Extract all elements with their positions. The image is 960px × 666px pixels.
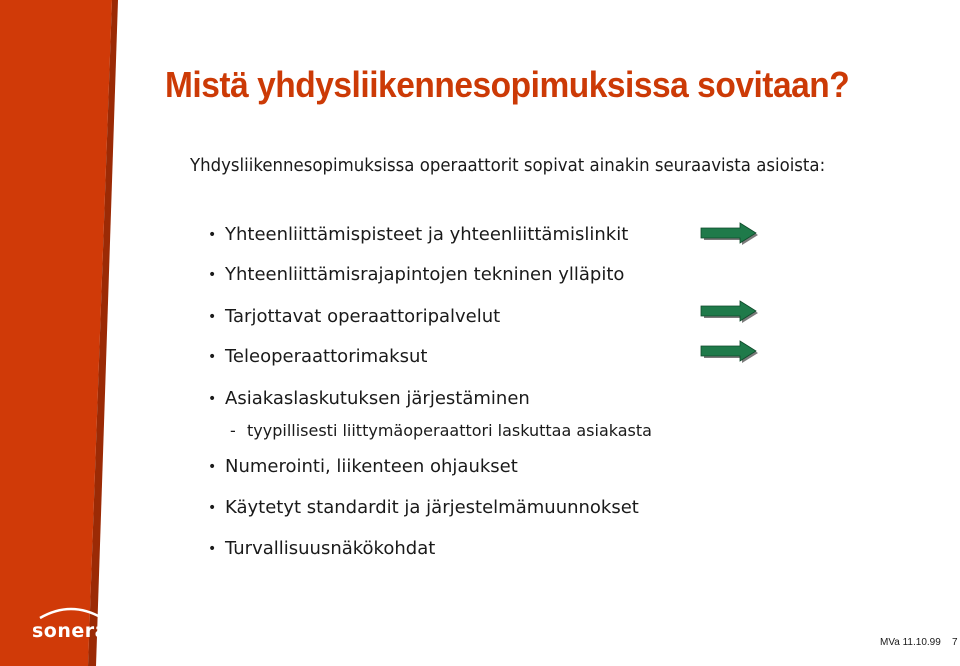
bullet-dot: • [208, 500, 217, 516]
bullet-text: Tarjottavat operaattoripalvelut [225, 306, 501, 327]
sub-bullet-item [230, 421, 652, 441]
bullet-item [208, 306, 500, 328]
bullet-item [208, 264, 624, 286]
sonera-logo: sonera [32, 620, 108, 642]
bullet-dot: • [208, 309, 217, 325]
bullet-item [208, 388, 530, 410]
sub-bullet-text: tyypillisesti liittymäoperaattori laskuttaa asiakasta [247, 421, 652, 440]
bullet-text: Asiakaslaskutuksen järjestäminen [225, 388, 530, 409]
bullet-item [208, 497, 639, 519]
bullet-text: Numerointi, liikenteen ohjaukset [225, 456, 518, 477]
arrow-right-icon [700, 340, 760, 364]
arrow-right-icon [700, 300, 760, 324]
bullet-text: Yhteenliittämisrajapintojen tekninen ylläpito [225, 264, 625, 285]
bullet-item [208, 224, 628, 246]
bullet-dot: • [208, 349, 217, 365]
bullet-dot: • [208, 267, 217, 283]
bullet-text: Yhteenliittämispisteet ja yhteenliittämislinkit [225, 224, 629, 245]
bullet-text: Teleoperaattorimaksut [225, 346, 428, 367]
sub-bullet-dash: - [230, 421, 236, 440]
left-accent-band [0, 0, 160, 666]
arrow-right-icon [700, 222, 760, 246]
slide-title: Mistä yhdysliikennesopimuksissa sovitaan? [165, 64, 850, 105]
bullet-item [208, 346, 427, 368]
page-number: 7 [952, 637, 958, 648]
intro-text: Yhdysliikennesopimuksissa operaattorit sopivat ainakin seuraavista asioista: [190, 155, 826, 176]
bullet-item [208, 456, 518, 478]
bullet-text: Käytetyt standardit ja järjestelmämuunnokset [225, 497, 639, 518]
bullet-dot: • [208, 541, 217, 557]
bullet-text: Turvallisuusnäkökohdat [225, 538, 436, 559]
bullet-item [208, 538, 435, 560]
footer-date: MVa 11.10.99 [880, 637, 941, 648]
bullet-dot: • [208, 459, 217, 475]
bullet-dot: • [208, 227, 217, 243]
bullet-dot: • [208, 391, 217, 407]
